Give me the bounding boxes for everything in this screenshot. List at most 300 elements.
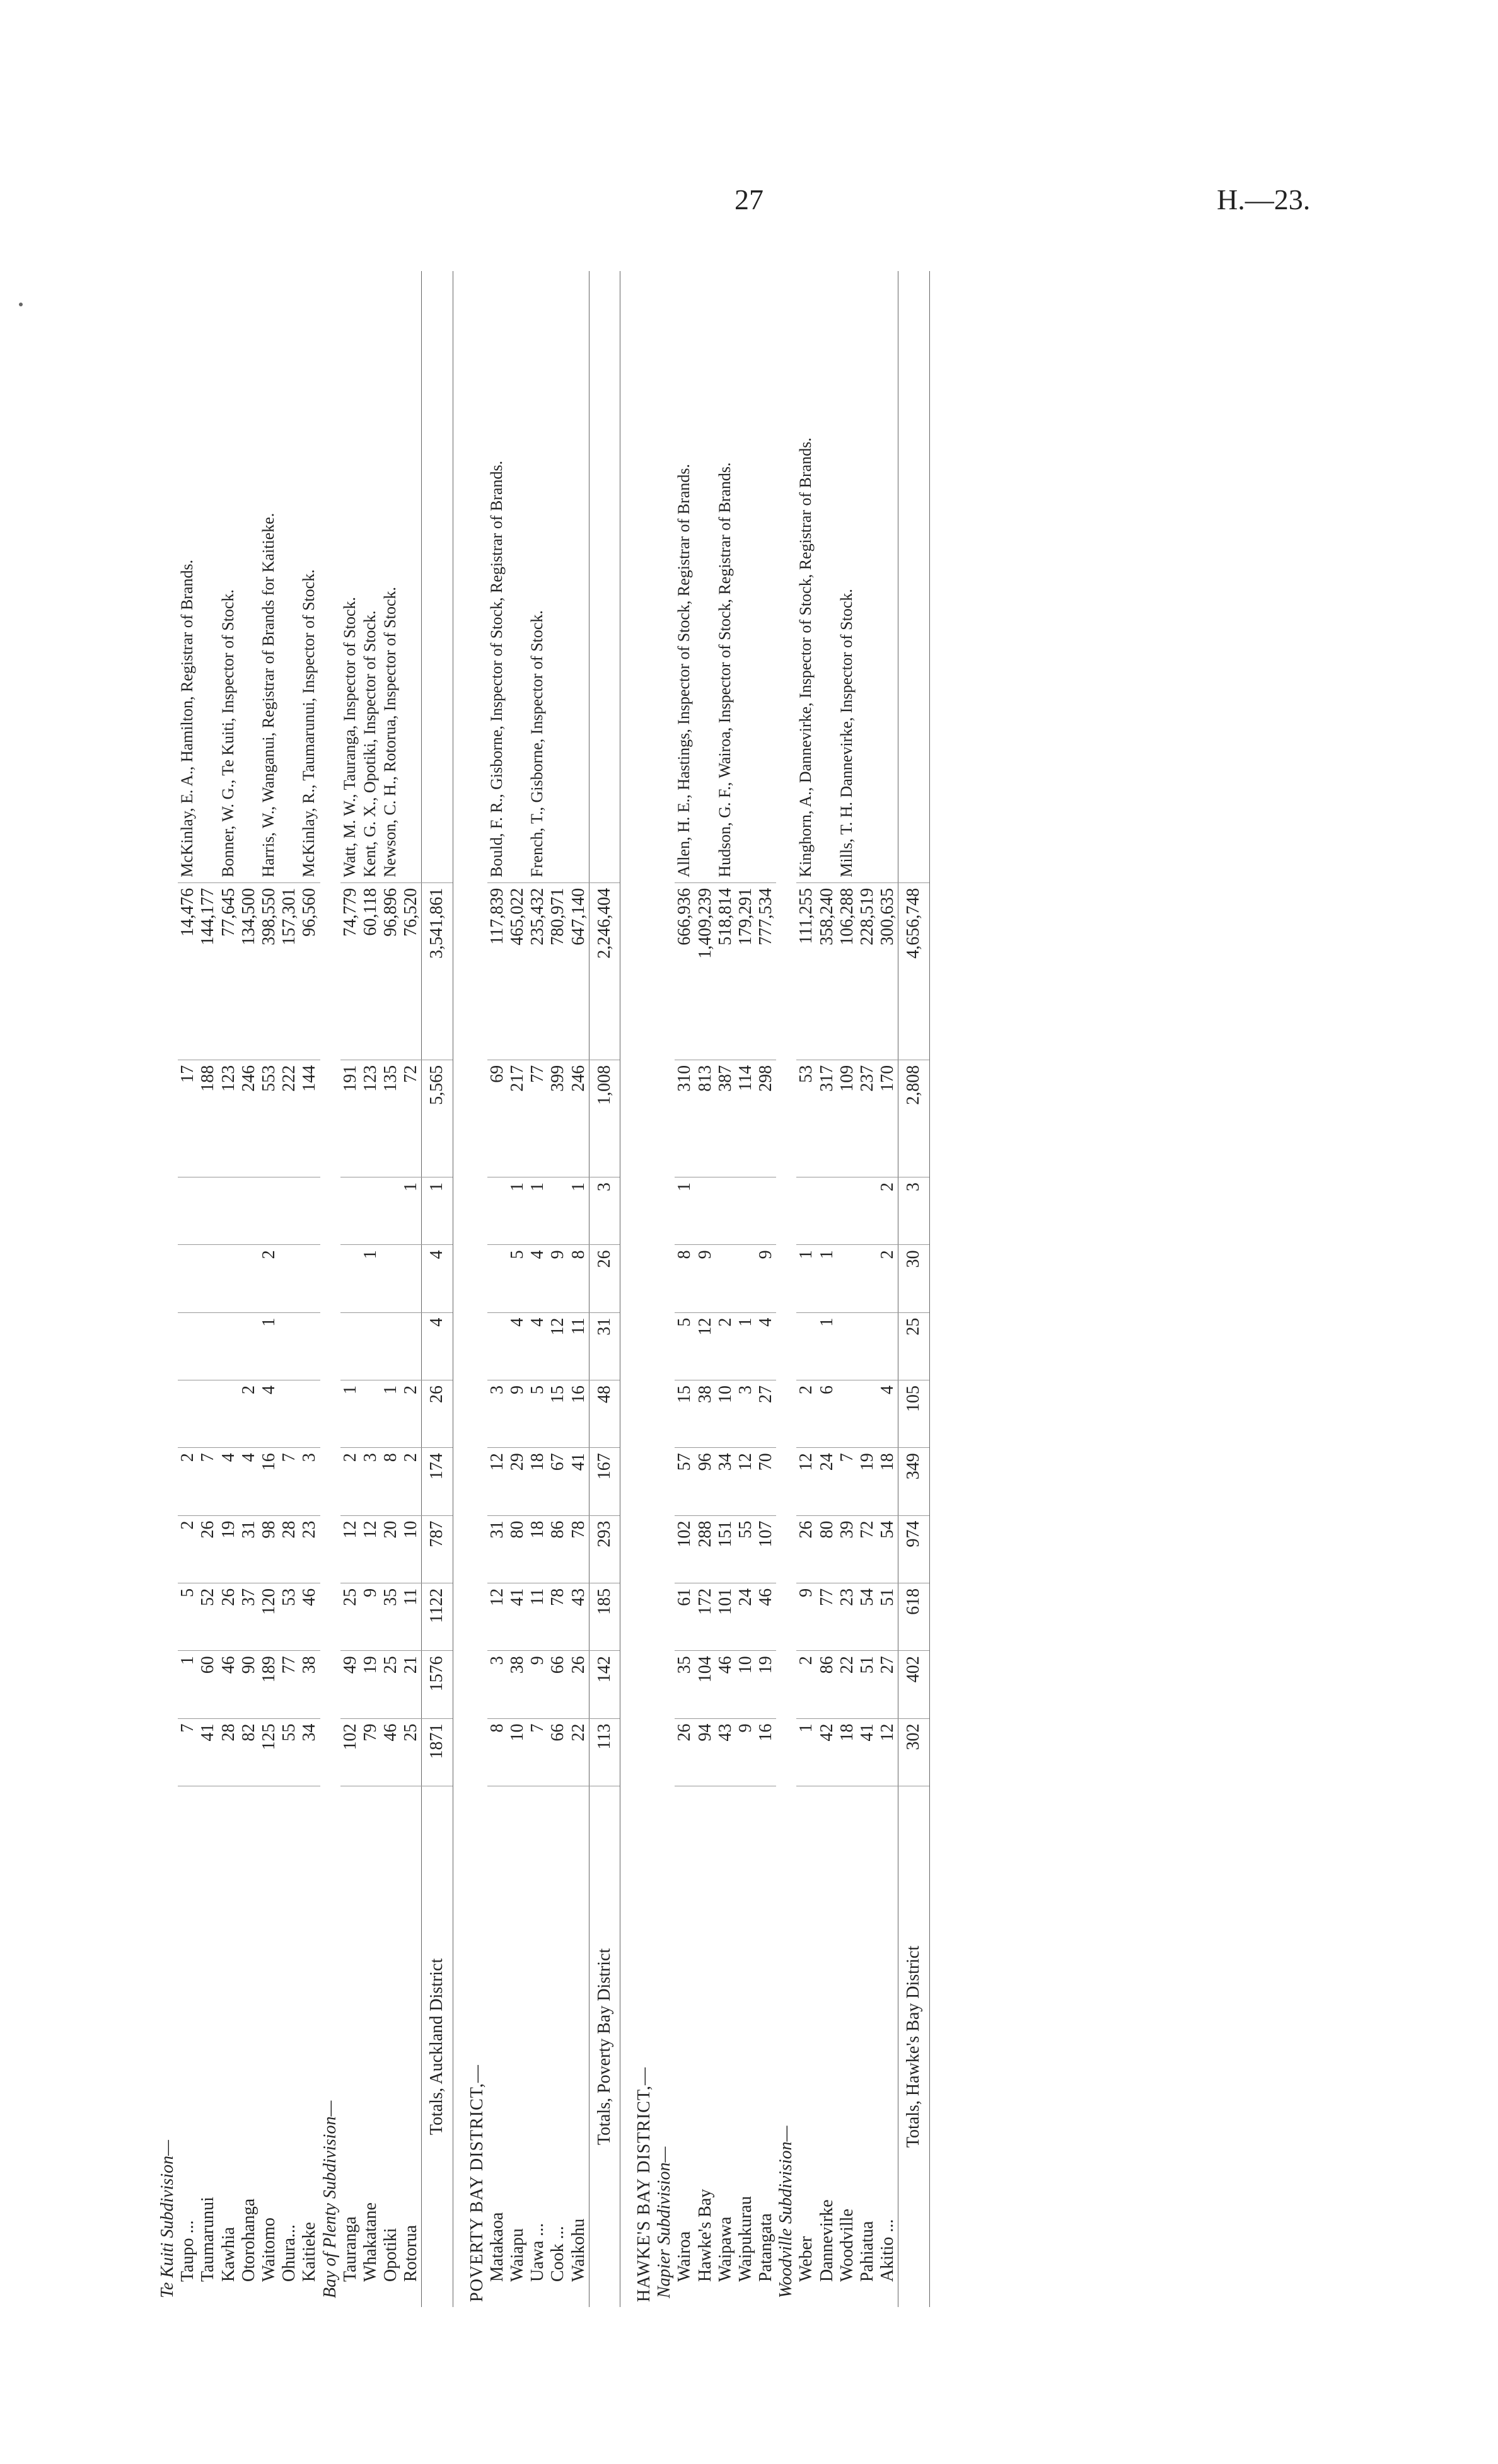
value-cell: 17	[178, 1060, 198, 1177]
value-cell: 2	[401, 1380, 422, 1447]
value-cell: 8	[569, 1245, 589, 1312]
value-cell: 2	[178, 1448, 198, 1515]
value-cell: 300,635	[878, 882, 898, 1060]
value-cell: 113	[589, 1718, 620, 1786]
value-cell: 28	[279, 1515, 299, 1583]
county-name: Hawke's Bay	[695, 2189, 715, 2282]
value-cell	[198, 1245, 218, 1312]
value-cell: 3	[589, 1177, 620, 1245]
value-cell: 3	[898, 1177, 929, 1245]
value-cell: 12	[796, 1448, 816, 1515]
value-cell: 2	[239, 1380, 259, 1447]
value-cell: 647,140	[569, 882, 589, 1060]
value-cell: 23	[299, 1515, 320, 1583]
value-cell: 18	[528, 1515, 548, 1583]
value-cell: 96,560	[299, 882, 320, 1060]
inspector-remarks: Watt, M. W., Tauranga, Inspector of Stock.	[340, 271, 361, 882]
value-cell	[736, 1245, 756, 1312]
value-cell	[401, 1245, 422, 1312]
inspector-remarks: Bonner, W. G., Te Kuiti, Inspector of Stock.	[219, 271, 239, 882]
value-cell	[857, 1177, 878, 1245]
value-cell: 1	[381, 1380, 401, 1447]
value-cell: 1	[569, 1177, 589, 1245]
table-row	[548, 271, 568, 2307]
value-cell	[857, 1380, 878, 1447]
value-cell: 66	[548, 1718, 568, 1786]
value-cell	[299, 1245, 320, 1312]
inspector-remarks: Harris, W., Wanganui, Registrar of Brands for Kaitieke.	[259, 271, 279, 882]
table-row	[528, 271, 548, 2307]
value-cell: 16	[569, 1380, 589, 1447]
value-cell: 38	[695, 1380, 716, 1447]
inspector-remarks: Bould, F. R., Gisborne, Inspector of Stock, Registrar of Brands.	[487, 271, 508, 882]
value-cell: 66	[548, 1651, 568, 1718]
value-cell: 1	[817, 1312, 837, 1380]
value-cell: 8	[381, 1448, 401, 1515]
value-cell: 43	[569, 1583, 589, 1650]
value-cell	[487, 1245, 508, 1312]
value-cell: 2	[401, 1448, 422, 1515]
value-cell: 4	[878, 1380, 898, 1447]
value-cell: 11	[528, 1583, 548, 1650]
value-cell	[279, 1177, 299, 1245]
value-cell: 465,022	[508, 882, 528, 1060]
value-cell: 101	[716, 1583, 736, 1650]
value-cell	[361, 1177, 381, 1245]
value-cell: 16	[259, 1448, 279, 1515]
value-cell	[878, 1312, 898, 1380]
value-cell: 18	[528, 1448, 548, 1515]
county-name: Rotorua	[401, 2224, 421, 2282]
table-row	[361, 271, 381, 2307]
county-name: Waipukurau	[735, 2195, 755, 2282]
value-cell: 358,240	[817, 882, 837, 1060]
value-cell	[239, 1245, 259, 1312]
value-cell	[381, 1312, 401, 1380]
county-name: Whakatane	[360, 2202, 380, 2282]
value-cell: 170	[878, 1060, 898, 1177]
value-cell: 60,118	[361, 882, 381, 1060]
value-cell: 10	[508, 1718, 528, 1786]
value-cell: 31	[589, 1312, 620, 1380]
value-cell: 1,409,239	[695, 882, 716, 1060]
subdivision-heading-row	[158, 271, 178, 2307]
value-cell: 26	[198, 1515, 218, 1583]
value-cell: 2	[796, 1380, 816, 1447]
value-cell: 82	[239, 1718, 259, 1786]
value-cell: 974	[898, 1515, 929, 1583]
value-cell: 1122	[422, 1583, 453, 1650]
value-cell	[361, 1380, 381, 1447]
value-cell: 35	[675, 1651, 695, 1718]
value-cell: 3	[487, 1380, 508, 1447]
value-cell: 104	[695, 1651, 716, 1718]
value-cell: 2	[716, 1312, 736, 1380]
value-cell: 46	[299, 1583, 320, 1650]
value-cell: 125	[259, 1718, 279, 1786]
value-cell	[198, 1312, 218, 1380]
value-cell: 1	[736, 1312, 756, 1380]
value-cell: 24	[817, 1448, 837, 1515]
value-cell: 14,476	[178, 882, 198, 1060]
value-cell: 34	[716, 1448, 736, 1515]
value-cell	[837, 1380, 857, 1447]
value-cell: 666,936	[675, 882, 695, 1060]
value-cell	[837, 1245, 857, 1312]
totals-remarks	[898, 271, 929, 882]
totals-label: Totals, Poverty Bay District	[589, 1786, 620, 2307]
value-cell: 111,255	[796, 882, 816, 1060]
value-cell: 49	[340, 1651, 361, 1718]
value-cell	[361, 1312, 381, 1380]
value-cell: 3	[487, 1651, 508, 1718]
value-cell: 25	[340, 1583, 361, 1650]
value-cell: 35	[381, 1583, 401, 1650]
county-name: Waitomo	[258, 2218, 279, 2282]
value-cell: 4	[508, 1312, 528, 1380]
value-cell	[487, 1312, 508, 1380]
value-cell	[279, 1245, 299, 1312]
value-cell: 25	[381, 1651, 401, 1718]
inspector-remarks	[756, 271, 776, 882]
value-cell: 1	[675, 1177, 695, 1245]
county-name: Kaitieke	[299, 2222, 320, 2282]
value-cell: 22	[569, 1718, 589, 1786]
value-cell: 18	[837, 1718, 857, 1786]
value-cell	[487, 1177, 508, 1245]
value-cell: 518,814	[716, 882, 736, 1060]
value-cell: 77,645	[219, 882, 239, 1060]
value-cell: 157,301	[279, 882, 299, 1060]
value-cell: 2,808	[898, 1060, 929, 1177]
value-cell: 9	[695, 1245, 716, 1312]
value-cell: 106,288	[837, 882, 857, 1060]
inspector-remarks	[736, 271, 756, 882]
value-cell: 2,246,404	[589, 882, 620, 1060]
table-row	[279, 271, 299, 2307]
value-cell	[736, 1177, 756, 1245]
county-name: Dannevirke	[816, 2199, 837, 2282]
value-cell	[837, 1177, 857, 1245]
county-name: Wairoa	[675, 2231, 695, 2282]
value-cell	[299, 1312, 320, 1380]
value-cell	[259, 1177, 279, 1245]
value-cell: 57	[675, 1448, 695, 1515]
value-cell: 2	[259, 1245, 279, 1312]
value-cell: 9	[548, 1245, 568, 1312]
value-cell: 151	[716, 1515, 736, 1583]
value-cell	[857, 1312, 878, 1380]
value-cell: 2	[178, 1515, 198, 1583]
value-cell: 298	[756, 1060, 776, 1177]
value-cell: 11	[569, 1312, 589, 1380]
value-cell: 54	[857, 1583, 878, 1650]
value-cell: 19	[756, 1651, 776, 1718]
district-title: POVERTY BAY DISTRICT,—	[467, 2064, 487, 2302]
value-cell: 12	[340, 1515, 361, 1583]
inspector-remarks	[548, 271, 568, 882]
value-cell	[695, 1177, 716, 1245]
document-reference: H.—23.	[1217, 183, 1311, 216]
rotated-stock-table	[158, 271, 1274, 2307]
value-cell: 25	[401, 1718, 422, 1786]
value-cell	[178, 1380, 198, 1447]
value-cell: 135	[381, 1060, 401, 1177]
value-cell: 67	[548, 1448, 568, 1515]
value-cell: 10	[736, 1651, 756, 1718]
county-name: Matakaoa	[487, 2212, 507, 2282]
value-cell	[299, 1380, 320, 1447]
value-cell: 7	[528, 1718, 548, 1786]
table-row	[857, 271, 878, 2307]
value-cell: 55	[736, 1515, 756, 1583]
value-cell: 5	[178, 1583, 198, 1650]
value-cell: 293	[589, 1515, 620, 1583]
value-cell: 39	[837, 1515, 857, 1583]
inspector-remarks	[239, 271, 259, 882]
value-cell: 9	[528, 1651, 548, 1718]
county-name: Kawhia	[218, 2226, 238, 2282]
value-cell: 90	[239, 1651, 259, 1718]
value-cell	[548, 1177, 568, 1245]
value-cell: 4	[422, 1245, 453, 1312]
inspector-remarks: McKinlay, E. A., Hamilton, Registrar of Brands.	[178, 271, 198, 882]
value-cell	[340, 1312, 361, 1380]
value-cell: 80	[817, 1515, 837, 1583]
value-cell: 26	[675, 1718, 695, 1786]
value-cell: 237	[857, 1060, 878, 1177]
value-cell: 15	[675, 1380, 695, 1447]
value-cell	[219, 1177, 239, 1245]
table-row	[716, 271, 736, 2307]
value-cell: 48	[589, 1380, 620, 1447]
value-cell: 4	[239, 1448, 259, 1515]
value-cell: 46	[381, 1718, 401, 1786]
totals-row	[589, 271, 620, 2307]
value-cell: 19	[361, 1651, 381, 1718]
value-cell: 398,550	[259, 882, 279, 1060]
value-cell: 288	[695, 1515, 716, 1583]
value-cell: 72	[401, 1060, 422, 1177]
value-cell: 12	[736, 1448, 756, 1515]
value-cell: 18	[878, 1448, 898, 1515]
value-cell: 60	[198, 1651, 218, 1718]
value-cell: 1	[508, 1177, 528, 1245]
county-name: Akitio ...	[878, 2219, 898, 2282]
value-cell: 28	[219, 1718, 239, 1786]
value-cell	[279, 1312, 299, 1380]
totals-label: Totals, Auckland District	[422, 1786, 453, 2307]
value-cell: 51	[857, 1651, 878, 1718]
value-cell	[340, 1177, 361, 1245]
value-cell: 96	[695, 1448, 716, 1515]
table-row	[569, 271, 589, 2307]
value-cell	[219, 1312, 239, 1380]
value-cell: 20	[381, 1515, 401, 1583]
county-name: Taupo ...	[178, 2220, 198, 2282]
value-cell: 77	[279, 1651, 299, 1718]
value-cell: 1	[422, 1177, 453, 1245]
value-cell: 86	[817, 1651, 837, 1718]
inspector-remarks: French, T., Gisborne, Inspector of Stock.	[528, 271, 548, 882]
value-cell: 780,971	[548, 882, 568, 1060]
value-cell: 144	[299, 1060, 320, 1177]
county-name: Waikohu	[568, 2218, 588, 2282]
value-cell: 5	[528, 1380, 548, 1447]
subdivision-heading-row	[320, 271, 340, 2307]
page-number: 27	[734, 183, 764, 216]
value-cell: 69	[487, 1060, 508, 1177]
value-cell	[178, 1312, 198, 1380]
value-cell	[299, 1177, 320, 1245]
value-cell	[817, 1177, 837, 1245]
inspector-remarks: Kinghorn, A., Dannevirke, Inspector of Stock, Registrar of Brands.	[796, 271, 816, 882]
value-cell: 349	[898, 1448, 929, 1515]
value-cell	[198, 1177, 218, 1245]
value-cell: 134,500	[239, 882, 259, 1060]
value-cell: 185	[589, 1583, 620, 1650]
value-cell	[756, 1177, 776, 1245]
subdivision-title: Te Kuiti Subdivision—	[158, 2139, 177, 2298]
value-cell: 1	[178, 1651, 198, 1718]
inspector-remarks	[279, 271, 299, 882]
value-cell	[401, 1312, 422, 1380]
value-cell: 9	[796, 1583, 816, 1650]
value-cell: 54	[878, 1515, 898, 1583]
table-row	[299, 271, 320, 2307]
value-cell: 1	[817, 1245, 837, 1312]
value-cell: 27	[756, 1380, 776, 1447]
table-row	[219, 271, 239, 2307]
value-cell: 9	[361, 1583, 381, 1650]
inspector-remarks	[198, 271, 218, 882]
value-cell: 34	[299, 1718, 320, 1786]
table-row	[675, 271, 695, 2307]
value-cell: 3	[299, 1448, 320, 1515]
value-cell	[178, 1177, 198, 1245]
inspector-remarks	[569, 271, 589, 882]
value-cell: 12	[487, 1448, 508, 1515]
value-cell: 8	[675, 1245, 695, 1312]
value-cell: 6	[817, 1380, 837, 1447]
inspector-remarks	[695, 271, 716, 882]
subdivision-title: Bay of Plenty Subdivision—	[320, 2100, 340, 2298]
value-cell	[239, 1312, 259, 1380]
value-cell: 12	[878, 1718, 898, 1786]
county-name: Taumarunui	[198, 2197, 218, 2282]
value-cell: 80	[508, 1515, 528, 1583]
value-cell: 43	[716, 1718, 736, 1786]
value-cell: 387	[716, 1060, 736, 1177]
value-cell: 77	[817, 1583, 837, 1650]
value-cell: 41	[198, 1718, 218, 1786]
value-cell: 51	[878, 1583, 898, 1650]
value-cell: 38	[299, 1651, 320, 1718]
value-cell	[340, 1245, 361, 1312]
value-cell	[279, 1380, 299, 1447]
table-row	[178, 271, 198, 2307]
value-cell: 79	[361, 1718, 381, 1786]
county-name: Ohura...	[279, 2224, 299, 2282]
value-cell: 61	[675, 1583, 695, 1650]
value-cell: 246	[239, 1060, 259, 1177]
value-cell: 94	[695, 1718, 716, 1786]
value-cell: 12	[548, 1312, 568, 1380]
value-cell: 53	[279, 1583, 299, 1650]
value-cell: 105	[898, 1380, 929, 1447]
value-cell: 11	[401, 1583, 422, 1650]
table-row	[487, 271, 508, 2307]
value-cell	[796, 1177, 816, 1245]
value-cell: 55	[279, 1718, 299, 1786]
value-cell: 317	[817, 1060, 837, 1177]
value-cell: 179,291	[736, 882, 756, 1060]
inspector-remarks	[508, 271, 528, 882]
county-name: Weber	[796, 2236, 816, 2282]
value-cell: 46	[219, 1651, 239, 1718]
value-cell: 402	[898, 1651, 929, 1718]
value-cell: 10	[716, 1380, 736, 1447]
totals-row	[898, 271, 929, 2307]
value-cell: 553	[259, 1060, 279, 1177]
inspector-remarks	[878, 271, 898, 882]
value-cell: 188	[198, 1060, 218, 1177]
value-cell: 2	[796, 1651, 816, 1718]
value-cell: 41	[569, 1448, 589, 1515]
value-cell: 52	[198, 1583, 218, 1650]
value-cell	[796, 1312, 816, 1380]
inspector-remarks	[401, 271, 422, 882]
inspector-remarks: Newson, C. H., Rotorua, Inspector of Stock.	[381, 271, 401, 882]
county-name: Woodville	[837, 2209, 857, 2282]
value-cell	[219, 1380, 239, 1447]
value-cell: 5,565	[422, 1060, 453, 1177]
value-cell: 46	[756, 1583, 776, 1650]
inspector-remarks: Allen, H. E., Hastings, Inspector of Stock, Registrar of Brands.	[675, 271, 695, 882]
county-name: Waipawa	[715, 2216, 735, 2282]
value-cell: 26	[796, 1515, 816, 1583]
value-cell: 1576	[422, 1651, 453, 1718]
value-cell: 77	[528, 1060, 548, 1177]
value-cell: 26	[219, 1583, 239, 1650]
table-row	[837, 271, 857, 2307]
value-cell	[381, 1177, 401, 1245]
value-cell: 102	[675, 1515, 695, 1583]
value-cell: 114	[736, 1060, 756, 1177]
value-cell: 4	[528, 1245, 548, 1312]
county-name: Otorohanga	[238, 2198, 258, 2282]
value-cell: 777,534	[756, 882, 776, 1060]
value-cell: 42	[817, 1718, 837, 1786]
value-cell: 2	[340, 1448, 361, 1515]
county-name: Cook ...	[548, 2226, 568, 2282]
value-cell: 15	[548, 1380, 568, 1447]
county-name: Waiapu	[508, 2228, 527, 2282]
value-cell	[716, 1245, 736, 1312]
value-cell: 25	[898, 1312, 929, 1380]
county-name: Uawa ...	[528, 2223, 548, 2282]
value-cell: 41	[857, 1718, 878, 1786]
value-cell	[178, 1245, 198, 1312]
county-name: Tauranga	[340, 2216, 360, 2282]
subdivision-heading-row	[654, 271, 675, 2307]
table-row	[695, 271, 716, 2307]
value-cell: 1,008	[589, 1060, 620, 1177]
value-cell: 37	[239, 1583, 259, 1650]
value-cell	[219, 1245, 239, 1312]
value-cell: 31	[239, 1515, 259, 1583]
value-cell: 12	[361, 1515, 381, 1583]
